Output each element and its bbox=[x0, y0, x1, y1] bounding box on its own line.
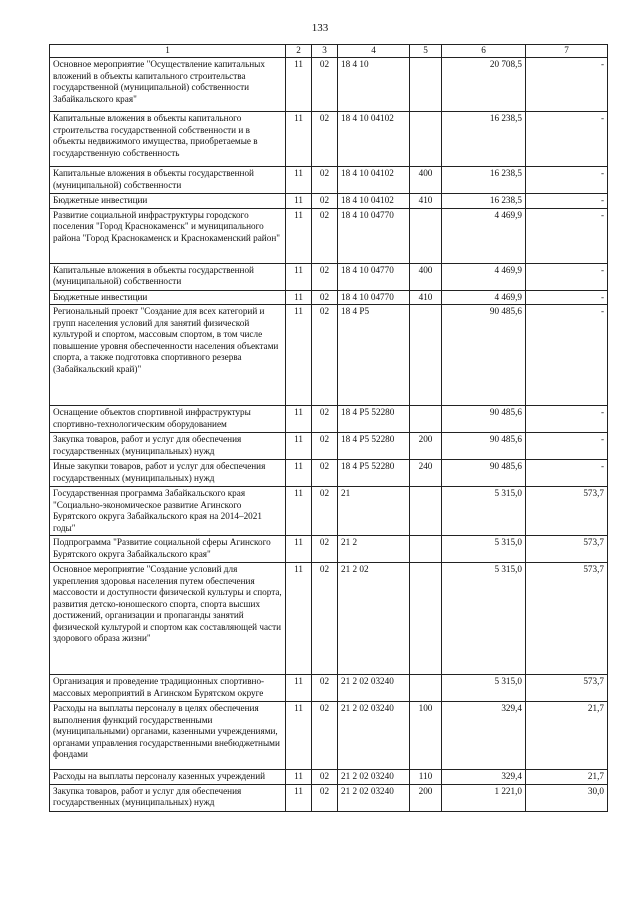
header-row bbox=[50, 45, 608, 58]
section-code-cell: 11 bbox=[286, 460, 312, 487]
table-row bbox=[50, 167, 608, 194]
expense-type-cell: 100 bbox=[410, 702, 442, 770]
target-article-cell: 18 4 10 04102 bbox=[338, 112, 410, 167]
item-name-cell: Основное мероприятие "Создание условий для укрепления здоровья населения путем обеспечения массовости и доступности физической культуры и спорта, развития детско-юношеского спорта, спорта высших достижений, организации и пропаганды занятий физической культурой и спортом как составляющей части здорового образа жизни" bbox=[50, 563, 286, 675]
item-name-cell: Капитальные вложения в объекты государственной (муниципальной) собственности bbox=[50, 263, 286, 290]
expense-type-cell: 400 bbox=[410, 167, 442, 194]
amount-federal-cell: - bbox=[526, 194, 608, 209]
table-row bbox=[50, 58, 608, 112]
table-row bbox=[50, 460, 608, 487]
amount-cell: 329,4 bbox=[442, 702, 526, 770]
amount-federal-cell: - bbox=[526, 433, 608, 460]
item-name-cell: Государственная программа Забайкальского края "Социально-экономическое развитие Агинского Бурятского округа Забайкальского края на 2014–2021 годы" bbox=[50, 487, 286, 536]
amount-cell: 5 315,0 bbox=[442, 536, 526, 563]
item-name-cell: Оснащение объектов спортивной инфраструктуры спортивно-технологическим оборудованием bbox=[50, 406, 286, 433]
expense-type-cell bbox=[410, 675, 442, 702]
subsection-code-cell: 02 bbox=[312, 487, 338, 536]
table-row bbox=[50, 263, 608, 290]
section-code-cell: 11 bbox=[286, 487, 312, 536]
subsection-code-cell: 02 bbox=[312, 305, 338, 406]
amount-cell: 4 469,9 bbox=[442, 290, 526, 305]
target-article-cell: 18 4 10 bbox=[338, 58, 410, 112]
expense-type-cell: 410 bbox=[410, 194, 442, 209]
table-row bbox=[50, 290, 608, 305]
item-name-cell: Расходы на выплаты персоналу в целях обеспечения выполнения функций государственными (муниципальными) органами, казенными учреждениями, органами управления государственными внебюджетными фондами bbox=[50, 702, 286, 770]
section-code-cell: 11 bbox=[286, 58, 312, 112]
expense-type-cell: 400 bbox=[410, 263, 442, 290]
target-article-cell: 18 4 10 04770 bbox=[338, 208, 410, 263]
target-article-cell: 18 4 10 04102 bbox=[338, 167, 410, 194]
item-name-cell: Иные закупки товаров, работ и услуг для обеспечения государственных (муниципальных) нужд bbox=[50, 460, 286, 487]
target-article-cell: 18 4 10 04770 bbox=[338, 290, 410, 305]
expense-type-cell bbox=[410, 305, 442, 406]
amount-cell: 329,4 bbox=[442, 770, 526, 785]
section-code-cell: 11 bbox=[286, 433, 312, 460]
section-code-cell: 11 bbox=[286, 263, 312, 290]
item-name-cell: Подпрограмма "Развитие социальной сферы Агинского Бурятского округа Забайкальского края" bbox=[50, 536, 286, 563]
budget-table bbox=[49, 44, 608, 812]
item-name-cell: Закупка товаров, работ и услуг для обеспечения государственных (муниципальных) нужд bbox=[50, 433, 286, 460]
table-row bbox=[50, 112, 608, 167]
amount-federal-cell: 573,7 bbox=[526, 675, 608, 702]
table-row bbox=[50, 536, 608, 563]
item-name-cell: Основное мероприятие "Осуществление капитальных вложений в объекты капитального строительства государственной (муниципальной) собственности Забайкальского края" bbox=[50, 58, 286, 112]
table-row bbox=[50, 675, 608, 702]
expense-type-cell bbox=[410, 112, 442, 167]
subsection-code-cell: 02 bbox=[312, 536, 338, 563]
expense-type-cell: 200 bbox=[410, 784, 442, 811]
expense-type-cell bbox=[410, 536, 442, 563]
subsection-code-cell: 02 bbox=[312, 702, 338, 770]
amount-federal-cell: - bbox=[526, 460, 608, 487]
amount-cell: 90 485,6 bbox=[442, 433, 526, 460]
amount-federal-cell: - bbox=[526, 290, 608, 305]
column-header-6: 6 bbox=[442, 45, 526, 58]
amount-federal-cell: 573,7 bbox=[526, 487, 608, 536]
section-code-cell: 11 bbox=[286, 536, 312, 563]
item-name-cell: Организация и проведение традиционных спортивно-массовых мероприятий в Агинском Бурятском округе bbox=[50, 675, 286, 702]
amount-federal-cell: - bbox=[526, 167, 608, 194]
target-article-cell: 18 4 10 04102 bbox=[338, 194, 410, 209]
table-row bbox=[50, 305, 608, 406]
item-name-cell: Бюджетные инвестиции bbox=[50, 194, 286, 209]
target-article-cell: 21 2 02 03240 bbox=[338, 784, 410, 811]
amount-cell: 5 315,0 bbox=[442, 563, 526, 675]
table-row bbox=[50, 702, 608, 770]
subsection-code-cell: 02 bbox=[312, 770, 338, 785]
amount-cell: 90 485,6 bbox=[442, 305, 526, 406]
amount-cell: 4 469,9 bbox=[442, 208, 526, 263]
table-row bbox=[50, 208, 608, 263]
target-article-cell: 18 4 P5 52280 bbox=[338, 460, 410, 487]
amount-federal-cell: - bbox=[526, 112, 608, 167]
target-article-cell: 21 2 02 03240 bbox=[338, 770, 410, 785]
subsection-code-cell: 02 bbox=[312, 167, 338, 194]
section-code-cell: 11 bbox=[286, 167, 312, 194]
subsection-code-cell: 02 bbox=[312, 675, 338, 702]
subsection-code-cell: 02 bbox=[312, 263, 338, 290]
amount-federal-cell: 30,0 bbox=[526, 784, 608, 811]
table-body bbox=[50, 58, 608, 812]
amount-cell: 4 469,9 bbox=[442, 263, 526, 290]
amount-cell: 1 221,0 bbox=[442, 784, 526, 811]
table-row bbox=[50, 563, 608, 675]
target-article-cell: 18 4 P5 52280 bbox=[338, 433, 410, 460]
subsection-code-cell: 02 bbox=[312, 784, 338, 811]
item-name-cell: Капитальные вложения в объекты государственной (муниципальной) собственности bbox=[50, 167, 286, 194]
table-row bbox=[50, 487, 608, 536]
item-name-cell: Расходы на выплаты персоналу казенных учреждений bbox=[50, 770, 286, 785]
section-code-cell: 11 bbox=[286, 406, 312, 433]
section-code-cell: 11 bbox=[286, 702, 312, 770]
table-row bbox=[50, 194, 608, 209]
amount-federal-cell: - bbox=[526, 58, 608, 112]
target-article-cell: 18 4 P5 52280 bbox=[338, 406, 410, 433]
amount-cell: 5 315,0 bbox=[442, 487, 526, 536]
amount-federal-cell: 573,7 bbox=[526, 563, 608, 675]
item-name-cell: Закупка товаров, работ и услуг для обеспечения государственных (муниципальных) нужд bbox=[50, 784, 286, 811]
section-code-cell: 11 bbox=[286, 675, 312, 702]
expense-type-cell bbox=[410, 58, 442, 112]
subsection-code-cell: 02 bbox=[312, 194, 338, 209]
amount-federal-cell: - bbox=[526, 305, 608, 406]
column-header-7: 7 bbox=[526, 45, 608, 58]
amount-federal-cell: - bbox=[526, 406, 608, 433]
amount-federal-cell: 573,7 bbox=[526, 536, 608, 563]
expense-type-cell: 110 bbox=[410, 770, 442, 785]
target-article-cell: 21 2 02 03240 bbox=[338, 675, 410, 702]
target-article-cell: 21 2 02 03240 bbox=[338, 702, 410, 770]
subsection-code-cell: 02 bbox=[312, 406, 338, 433]
amount-cell: 90 485,6 bbox=[442, 460, 526, 487]
section-code-cell: 11 bbox=[286, 563, 312, 675]
amount-federal-cell: - bbox=[526, 263, 608, 290]
target-article-cell: 18 4 10 04770 bbox=[338, 263, 410, 290]
subsection-code-cell: 02 bbox=[312, 460, 338, 487]
column-header-2: 2 bbox=[286, 45, 312, 58]
subsection-code-cell: 02 bbox=[312, 433, 338, 460]
section-code-cell: 11 bbox=[286, 784, 312, 811]
section-code-cell: 11 bbox=[286, 290, 312, 305]
section-code-cell: 11 bbox=[286, 194, 312, 209]
table-row bbox=[50, 770, 608, 785]
expense-type-cell bbox=[410, 487, 442, 536]
column-header-1: 1 bbox=[50, 45, 286, 58]
subsection-code-cell: 02 bbox=[312, 563, 338, 675]
item-name-cell: Бюджетные инвестиции bbox=[50, 290, 286, 305]
table-row bbox=[50, 784, 608, 811]
target-article-cell: 21 2 02 bbox=[338, 563, 410, 675]
amount-cell: 20 708,5 bbox=[442, 58, 526, 112]
amount-cell: 90 485,6 bbox=[442, 406, 526, 433]
column-header-5: 5 bbox=[410, 45, 442, 58]
section-code-cell: 11 bbox=[286, 770, 312, 785]
amount-cell: 16 238,5 bbox=[442, 112, 526, 167]
amount-cell: 16 238,5 bbox=[442, 194, 526, 209]
target-article-cell: 21 2 bbox=[338, 536, 410, 563]
expense-type-cell bbox=[410, 208, 442, 263]
section-code-cell: 11 bbox=[286, 305, 312, 406]
target-article-cell: 21 bbox=[338, 487, 410, 536]
item-name-cell: Развитие социальной инфраструктуры городского поселения "Город Краснокаменск" и муниципального района "Город Краснокаменск и Краснокаменский район" bbox=[50, 208, 286, 263]
amount-federal-cell: 21,7 bbox=[526, 770, 608, 785]
expense-type-cell: 410 bbox=[410, 290, 442, 305]
subsection-code-cell: 02 bbox=[312, 58, 338, 112]
item-name-cell: Региональный проект "Создание для всех категорий и групп населения условий для занятий физической культурой и спортом, массовым спортом, в том числе повышение уровня обеспеченности населения объектами спорта, а также подготовка спортивного резерва (Забайкальский край)" bbox=[50, 305, 286, 406]
section-code-cell: 11 bbox=[286, 112, 312, 167]
column-header-3: 3 bbox=[312, 45, 338, 58]
amount-cell: 16 238,5 bbox=[442, 167, 526, 194]
amount-federal-cell: - bbox=[526, 208, 608, 263]
amount-cell: 5 315,0 bbox=[442, 675, 526, 702]
amount-federal-cell: 21,7 bbox=[526, 702, 608, 770]
expense-type-cell bbox=[410, 406, 442, 433]
table-row bbox=[50, 433, 608, 460]
subsection-code-cell: 02 bbox=[312, 208, 338, 263]
section-code-cell: 11 bbox=[286, 208, 312, 263]
target-article-cell: 18 4 P5 bbox=[338, 305, 410, 406]
expense-type-cell: 240 bbox=[410, 460, 442, 487]
subsection-code-cell: 02 bbox=[312, 112, 338, 167]
expense-type-cell bbox=[410, 563, 442, 675]
page-number: 133 bbox=[311, 22, 329, 34]
table-row bbox=[50, 406, 608, 433]
column-header-4: 4 bbox=[338, 45, 410, 58]
subsection-code-cell: 02 bbox=[312, 290, 338, 305]
expense-type-cell: 200 bbox=[410, 433, 442, 460]
item-name-cell: Капитальные вложения в объекты капитального строительства государственной собственности и в объекты недвижимого имущества, приобретаемые в государственную собственность bbox=[50, 112, 286, 167]
